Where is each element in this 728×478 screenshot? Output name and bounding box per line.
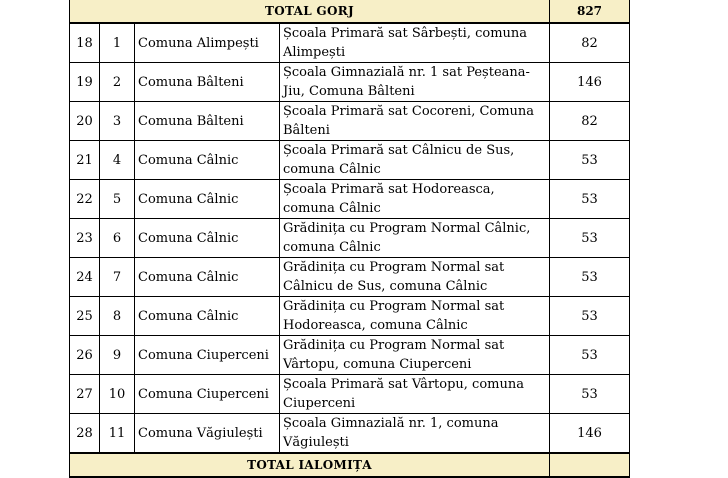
row-index: 2 xyxy=(100,63,135,102)
commune-cell: Comuna Câlnic xyxy=(135,297,280,336)
total-row-gorj xyxy=(70,0,630,23)
value-cell: 146 xyxy=(550,63,630,102)
row-number: 18 xyxy=(70,23,100,63)
row-index: 1 xyxy=(100,23,135,63)
row-number: 25 xyxy=(70,297,100,336)
row-number: 26 xyxy=(70,336,100,375)
value-cell: 53 xyxy=(550,219,630,258)
row-index: 11 xyxy=(100,414,135,454)
total-label: TOTAL GORJ xyxy=(70,0,550,23)
row-number: 22 xyxy=(70,180,100,219)
row-number: 19 xyxy=(70,63,100,102)
row-index: 5 xyxy=(100,180,135,219)
table-row xyxy=(70,414,630,454)
row-index: 9 xyxy=(100,336,135,375)
allocation-table xyxy=(69,0,630,478)
row-index: 10 xyxy=(100,375,135,414)
school-cell: Școala Gimnazială nr. 1 sat Peșteana-Jiu, Comuna Bâlteni xyxy=(280,63,550,102)
total-label: TOTAL IALOMIȚA xyxy=(70,453,550,477)
row-number: 27 xyxy=(70,375,100,414)
table-row xyxy=(70,180,630,219)
row-index: 8 xyxy=(100,297,135,336)
school-cell: Școala Primară sat Cocoreni, Comuna Bâlteni xyxy=(280,102,550,141)
commune-cell: Comuna Bâlteni xyxy=(135,102,280,141)
school-cell: Școala Gimnazială nr. 1, comuna Văgiulești xyxy=(280,414,550,454)
commune-cell: Comuna Ciuperceni xyxy=(135,375,280,414)
row-index: 4 xyxy=(100,141,135,180)
value-cell: 53 xyxy=(550,258,630,297)
table-row xyxy=(70,219,630,258)
row-number: 24 xyxy=(70,258,100,297)
value-cell: 53 xyxy=(550,180,630,219)
commune-cell: Comuna Câlnic xyxy=(135,180,280,219)
row-index: 6 xyxy=(100,219,135,258)
table-row xyxy=(70,297,630,336)
row-number: 21 xyxy=(70,141,100,180)
value-cell: 53 xyxy=(550,141,630,180)
total-row-ialomita xyxy=(70,453,630,477)
value-cell: 146 xyxy=(550,414,630,454)
table-row xyxy=(70,23,630,63)
value-cell: 82 xyxy=(550,23,630,63)
commune-cell: Comuna Văgiulești xyxy=(135,414,280,454)
table-row xyxy=(70,336,630,375)
table-row xyxy=(70,258,630,297)
value-cell: 82 xyxy=(550,102,630,141)
commune-cell: Comuna Ciuperceni xyxy=(135,336,280,375)
total-value: 827 xyxy=(550,0,630,23)
row-number: 20 xyxy=(70,102,100,141)
school-cell: Școala Primară sat Sârbești, comuna Alimpești xyxy=(280,23,550,63)
school-cell: Grădinița cu Program Normal sat Vârtopu, comuna Ciuperceni xyxy=(280,336,550,375)
row-index: 7 xyxy=(100,258,135,297)
row-index: 3 xyxy=(100,102,135,141)
school-cell: Școala Primară sat Hodoreasca, comuna Câlnic xyxy=(280,180,550,219)
value-cell: 53 xyxy=(550,375,630,414)
row-number: 23 xyxy=(70,219,100,258)
school-cell: Școala Primară sat Câlnicu de Sus, comuna Câlnic xyxy=(280,141,550,180)
commune-cell: Comuna Câlnic xyxy=(135,141,280,180)
table-row xyxy=(70,141,630,180)
school-cell: Grădinița cu Program Normal Câlnic, comuna Câlnic xyxy=(280,219,550,258)
total-value xyxy=(550,453,630,477)
table-row xyxy=(70,63,630,102)
value-cell: 53 xyxy=(550,336,630,375)
value-cell: 53 xyxy=(550,297,630,336)
commune-cell: Comuna Câlnic xyxy=(135,258,280,297)
commune-cell: Comuna Bâlteni xyxy=(135,63,280,102)
school-cell: Grădinița cu Program Normal sat Câlnicu de Sus, comuna Câlnic xyxy=(280,258,550,297)
school-cell: Școala Primară sat Vârtopu, comuna Ciuperceni xyxy=(280,375,550,414)
commune-cell: Comuna Câlnic xyxy=(135,219,280,258)
row-number: 28 xyxy=(70,414,100,454)
table-row xyxy=(70,375,630,414)
table-row xyxy=(70,102,630,141)
commune-cell: Comuna Alimpești xyxy=(135,23,280,63)
school-cell: Grădinița cu Program Normal sat Hodoreasca, comuna Câlnic xyxy=(280,297,550,336)
